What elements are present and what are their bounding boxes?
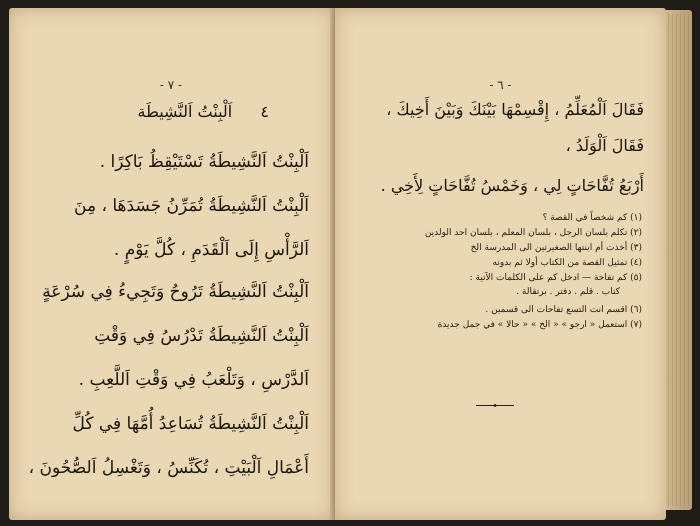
question-item: (٣) أخذت أم ابنتها الصغيرتين الى المدرسة الخ — [470, 243, 642, 253]
story-line: أَرْبَعُ تُفَّاحَاتٍ لِي ، وَخَمْسُ تُفَّاحَاتٍ لِأَخِي . — [380, 176, 644, 195]
page-stack-lines — [668, 14, 690, 506]
right-page-text — [353, 96, 644, 206]
question-item: (٧) استعمل « ارجو » « الخ » « حالا » في جمل جديدة — [437, 320, 642, 330]
lesson-title-text: اَلْبِنْتُ اَلنَّشِيطَة — [137, 102, 233, 121]
question-item: (٢) تكلم بلسان الرجل ، بلسان المعلم ، بلسان احد الولدين — [424, 228, 642, 238]
body-line: اَلْبِنْتُ اَلنَّشِيطَةُ تَسْتَيْقِظُ بَاكِرًا . — [99, 152, 309, 172]
body-line: اَلْبِنْتُ اَلنَّشِيطَةُ تَدْرُسُ فِي وَقْتِ — [94, 326, 309, 346]
story-line: فَقَالَ اَلْمُعَلِّمُ ، إِقْسِمْهَا بَيْنَكَ وَبَيْنَ أَخِيكَ ، — [386, 100, 644, 119]
left-page — [9, 8, 333, 520]
right-page — [335, 8, 666, 520]
page-number-left: - ٧ - — [159, 78, 183, 92]
question-item: كتاب . قلم . دفتر . برتقالة . — [516, 287, 620, 297]
page-number-right: - ٦ - — [489, 78, 512, 92]
question-item: (١) كم شخصاً في القصة ؟ — [542, 213, 642, 223]
body-line: اَلْبِنْتُ اَلنَّشِيطَةُ تُمَرِّنُ جَسَدَهَا ، مِنَ — [74, 196, 309, 216]
question-item: (٦) اقسم انت التسع تفاحات الى قسمين . — [485, 305, 642, 315]
body-line: اَلرَّأْسِ إِلَى اَلْقَدَمِ ، كُلَّ يَوْمٍ . — [113, 240, 309, 260]
left-page-text — [27, 100, 309, 490]
lesson-number: ٤ — [260, 102, 269, 121]
body-line: اَلْبِنْتُ اَلنَّشِيطَةُ تَرُوحُ وَتَجِيءُ فِي سُرْعَةٍ — [42, 282, 309, 302]
body-line: اَلدَّرْسِ ، وَتَلْعَبُ فِي وَقْتِ اَللَّعِبِ . — [78, 370, 309, 390]
question-item: (٤) تمثيل القصة من الكتاب أولا ثم بدونه — [492, 258, 642, 268]
body-line: اَلْبِنْتُ اَلنَّشِيطَةُ تُسَاعِدُ أُمَّهَا فِي كُلِّ — [72, 414, 309, 434]
body-line: أَعْمَالِ اَلْبَيْتِ ، تُكَنِّسُ ، وَتَغْسِلُ اَلصُّحُونَ ، — [28, 458, 309, 478]
lesson-title — [137, 102, 269, 121]
question-item: (٥) كم تفاحة — ادخل كم على الكلمات الآتية : — [469, 273, 642, 283]
story-line: فَقَالَ اَلْوَلَدُ ، — [565, 136, 644, 155]
ornamental-separator — [476, 404, 514, 407]
